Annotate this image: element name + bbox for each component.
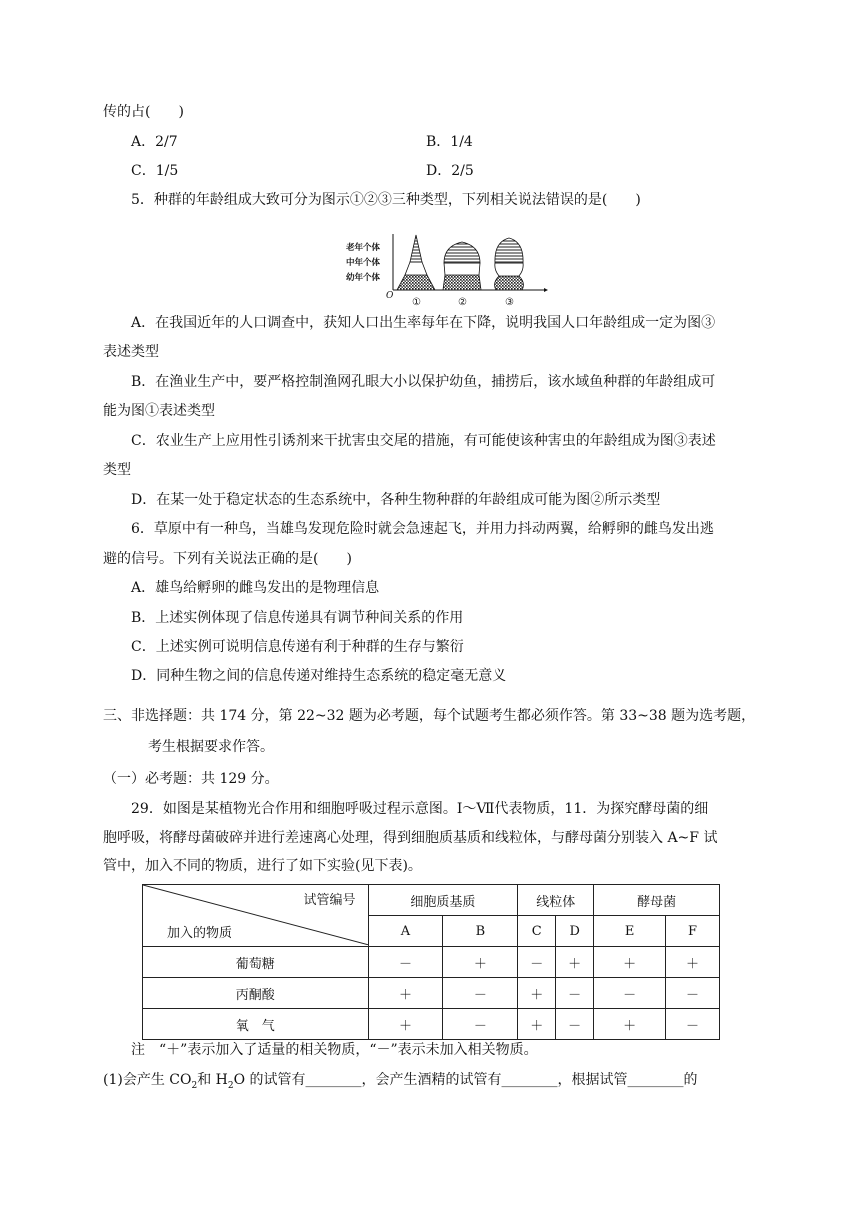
section-3-heading-line2: 考生根据要求作答。	[148, 739, 274, 755]
q5-option-c-line2: 类型	[103, 462, 131, 478]
table-cell: ＋	[518, 1009, 556, 1040]
table-cell: ＋	[666, 947, 720, 978]
q29-part1-sub-b: 2	[227, 1080, 234, 1091]
tube-f: F	[666, 916, 720, 947]
table-cell: －	[666, 978, 720, 1009]
q5-option-a-line1: A．在我国近年的人口调查中，获知人口出生率每年在下降，说明我国人口年龄组成一定为图③	[131, 315, 716, 331]
tube-c: C	[518, 916, 556, 947]
group-cytoplasm: 细胞质基质	[368, 885, 518, 916]
header-substance: 加入的物质	[167, 926, 233, 941]
row-label-glucose: 葡萄糖	[143, 947, 369, 978]
table-cell: －	[666, 1009, 720, 1040]
label-middle: 中年个体	[346, 258, 381, 268]
table-cell: ＋	[594, 947, 666, 978]
table-cell: －	[443, 1009, 518, 1040]
tube-b: B	[443, 916, 518, 947]
q29-part1-text-b: 和 H	[197, 1072, 228, 1088]
question-5-stem: 5．种群的年龄组成大致可分为图示①②③三种类型，下列相关说法错误的是( )	[131, 192, 641, 208]
q6-option-d: D．同种生物之间的信息传递对维持生态系统的稳定毫无意义	[131, 668, 507, 684]
table-cell: ＋	[368, 1009, 443, 1040]
question-29-line3: 管中，加入不同的物质，进行了如下实验(见下表)。	[103, 858, 422, 874]
section-3-heading-line1: 三、非选择题：共 174 分，第 22~32 题为必考题，每个试题考生都必须作答。第 33~38 题为选考题，	[103, 708, 756, 724]
subsection-required: （一）必考题：共 129 分。	[103, 771, 279, 787]
shape-3-urn	[495, 238, 524, 290]
origin-label: O	[386, 291, 394, 301]
group-mitochondria: 线粒体	[518, 885, 594, 916]
tube-e: E	[594, 916, 666, 947]
age-structure-figure	[346, 228, 548, 308]
table-cell: －	[368, 947, 443, 978]
shape-label-2: ②	[458, 297, 467, 308]
table-cell: ＋	[556, 947, 594, 978]
question-29-line1: 29．如图是某植物光合作用和细胞呼吸过程示意图。Ⅰ～Ⅶ代表物质，11．为探究酵母菌的细	[131, 801, 709, 817]
row-label-oxygen: 氧 气	[143, 1009, 369, 1040]
group-yeast: 酵母菌	[594, 885, 720, 916]
label-old: 老年个体	[346, 243, 381, 253]
q4-option-c: C．1/5	[131, 163, 179, 179]
q4-option-b: B．1/4	[426, 134, 473, 150]
table-row	[143, 947, 720, 978]
table-cell: ＋	[443, 947, 518, 978]
q5-option-b-line1: B．在渔业生产中，要严格控制渔网孔眼大小以保护幼鱼，捕捞后，该水域鱼种群的年龄组成可	[131, 374, 716, 390]
q29-part1-text-a: (1)会产生 CO	[103, 1072, 192, 1088]
q5-option-d: D．在某一处于稳定状态的生态系统中，各种生物种群的年龄组成可能为图②所示类型	[131, 492, 661, 508]
table-cell: －	[518, 947, 556, 978]
header-tube-number: 试管编号	[303, 893, 356, 908]
shape-1-pyramid	[397, 235, 435, 290]
shape-label-3: ③	[505, 297, 514, 308]
shape-2-bell	[443, 242, 481, 290]
row-label-pyruvate: 丙酮酸	[143, 978, 369, 1009]
tube-d: D	[556, 916, 594, 947]
question-29-line2: 胞呼吸，将酵母菌破碎并进行差速离心处理，得到细胞质基质和线粒体，与酵母菌分别装入 A~F 试	[103, 830, 718, 846]
q29-part1-text-c: O 的试管有________，会产生酒精的试管有________，根据试管________的	[233, 1072, 698, 1088]
table-cell: ＋	[368, 978, 443, 1009]
question-6-line2: 避的信号。下列有关说法正确的是( )	[103, 551, 352, 567]
table-cell: ＋	[518, 978, 556, 1009]
question-29-part-1	[103, 1070, 698, 1096]
table-row	[143, 1009, 720, 1040]
label-young: 幼年个体	[346, 273, 381, 283]
table-cell: －	[556, 1009, 594, 1040]
table-cell: －	[594, 978, 666, 1009]
q4-option-a: A．2/7	[131, 134, 178, 150]
table-corner-header	[143, 885, 369, 947]
q5-option-b-line2: 能为图①表述类型	[103, 403, 215, 419]
table-cell: －	[556, 978, 594, 1009]
q6-option-a: A．雄鸟给孵卵的雌鸟发出的是物理信息	[131, 580, 380, 596]
q6-option-c: C．上述实例可说明信息传递有利于种群的生存与繁衍	[131, 639, 464, 655]
table-note: 注 “＋”表示加入了适量的相关物质，“－”表示未加入相关物质。	[131, 1042, 538, 1058]
q5-option-c-line1: C．农业生产上应用性引诱剂来干扰害虫交尾的措施，有可能使该种害虫的年龄组成为图③表述	[131, 433, 716, 449]
table-cell: ＋	[594, 1009, 666, 1040]
q5-option-a-line2: 表述类型	[103, 344, 159, 360]
q6-option-b: B．上述实例体现了信息传递具有调节种间关系的作用	[131, 610, 464, 626]
question-6-line1: 6．草原中有一种鸟，当雄鸟发现危险时就会急速起飞，并用力抖动两翼，给孵卵的雌鸟发出逃	[131, 521, 714, 537]
shape-label-1: ①	[412, 297, 421, 308]
q4-option-d: D．2/5	[426, 163, 474, 179]
question-4-tail: 传的占( )	[103, 104, 184, 120]
q29-part1-sub-a: 2	[191, 1080, 198, 1091]
tube-a: A	[368, 916, 443, 947]
table-row	[143, 978, 720, 1009]
table-cell: －	[443, 978, 518, 1009]
experiment-table	[142, 884, 720, 1040]
x-axis-arrow	[544, 288, 548, 292]
